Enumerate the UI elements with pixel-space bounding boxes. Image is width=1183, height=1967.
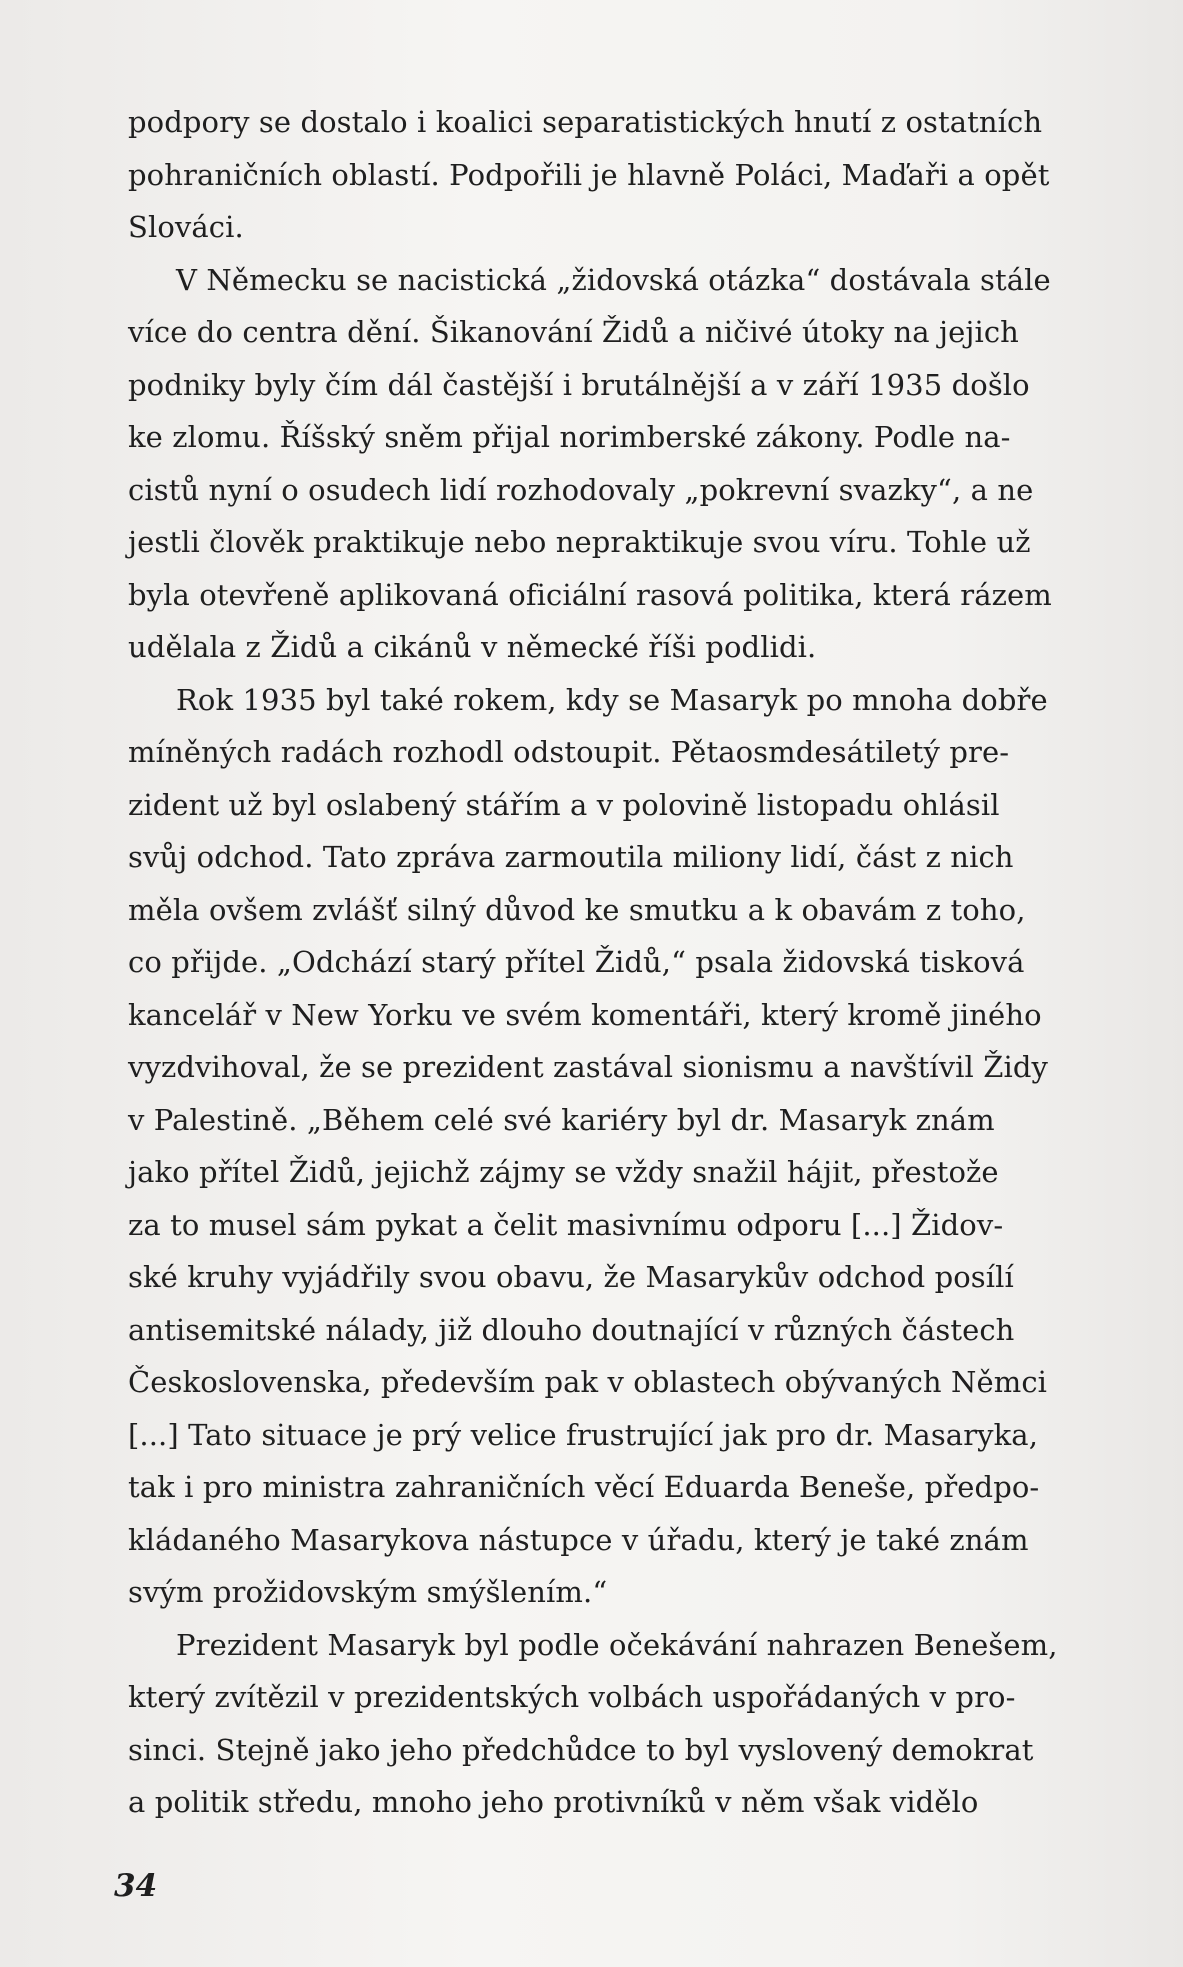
text-line: více do centra dění. Šikanování Židů a ničivé útoky na jejich bbox=[128, 315, 1019, 349]
text-line: pohraničních oblastí. Podpořili je hlavně Poláci, Maďaři a opět bbox=[128, 157, 1050, 192]
text-line: vyzdvihoval, že se prezident zastával sionismu a navštívil Židy bbox=[128, 1050, 1049, 1084]
text-line: míněných radách rozhodl odstoupit. Pětaosmdesátiletý pre- bbox=[128, 735, 1010, 769]
text-line: a politik středu, mnoho jeho protivníků v něm však vidělo bbox=[128, 1785, 979, 1819]
text-line: [...] Tato situace je prý velice frustrující jak pro dr. Masaryka, bbox=[128, 1417, 1039, 1452]
text-line: kancelář v New Yorku ve svém komentáři, který kromě jiného bbox=[128, 997, 1042, 1032]
text-line: jako přítel Židů, jejichž zájmy se vždy snažil hájit, přestože bbox=[128, 1155, 999, 1189]
text-line: udělala z Židů a cikánů v německé říši podlidi. bbox=[128, 630, 817, 664]
text-line: ke zlomu. Říšský sněm přijal norimberské zákony. Podle na- bbox=[128, 420, 1011, 454]
text-line: cistů nyní o osudech lidí rozhodovaly „pokrevní svazky“, a ne bbox=[128, 472, 1034, 507]
text-line: podniky byly čím dál častější i brutálnější a v září 1935 došlo bbox=[128, 367, 1030, 402]
text-line: antisemitské nálady, již dlouho doutnající v různých částech bbox=[128, 1312, 1015, 1347]
paragraph-start-line: Prezident Masaryk byl podle očekávání nahrazen Benešem, bbox=[176, 1627, 1058, 1662]
text-line: svůj odchod. Tato zpráva zarmoutila miliony lidí, část z nich bbox=[128, 840, 1014, 874]
text-line: podpory se dostalo i koalici separatistických hnutí z ostatních bbox=[128, 105, 1043, 139]
text-line: sinci. Stejně jako jeho předchůdce to byl vyslovený demokrat bbox=[128, 1732, 1034, 1767]
body-text bbox=[128, 96, 1088, 1829]
text-line: ské kruhy vyjádřily svou obavu, že Masarykův odchod posílí bbox=[128, 1260, 1014, 1294]
text-line: tak i pro ministra zahraničních věcí Eduarda Beneše, předpo- bbox=[128, 1470, 1040, 1504]
text-line: za to musel sám pykat a čelit masivnímu odporu [...] Židov- bbox=[128, 1207, 1004, 1242]
paragraph-start-line: V Německu se nacistická „židovská otázka“ dostávala stále bbox=[176, 262, 1051, 297]
text-line: zident už byl oslabený stářím a v polovině listopadu ohlásil bbox=[128, 787, 1000, 822]
text-line: měla ovšem zvlášť silný důvod ke smutku a k obavám z toho, bbox=[128, 892, 1026, 927]
text-line: byla otevřeně aplikovaná oficiální rasová politika, která rázem bbox=[128, 577, 1052, 612]
text-line: Československa, především pak v oblastech obývaných Němci bbox=[128, 1365, 1048, 1399]
text-line: jestli člověk praktikuje nebo nepraktikuje svou víru. Tohle už bbox=[128, 525, 1031, 559]
paragraph-start-line: Rok 1935 byl také rokem, kdy se Masaryk po mnoha dobře bbox=[176, 682, 1048, 717]
text-line: který zvítězil v prezidentských volbách uspořádaných v pro- bbox=[128, 1680, 1016, 1714]
text-line: kládaného Masarykova nástupce v úřadu, který je také znám bbox=[128, 1522, 1029, 1557]
text-line: svým prožidovským smýšlením.“ bbox=[128, 1575, 608, 1609]
text-line: Slováci. bbox=[128, 210, 244, 244]
text-line: co přijde. „Odchází starý přítel Židů,“ psala židovská tisková bbox=[128, 945, 1025, 979]
text-line: v Palestině. „Během celé své kariéry byl dr. Masaryk znám bbox=[128, 1102, 995, 1137]
page-number: 34 bbox=[114, 1868, 158, 1904]
